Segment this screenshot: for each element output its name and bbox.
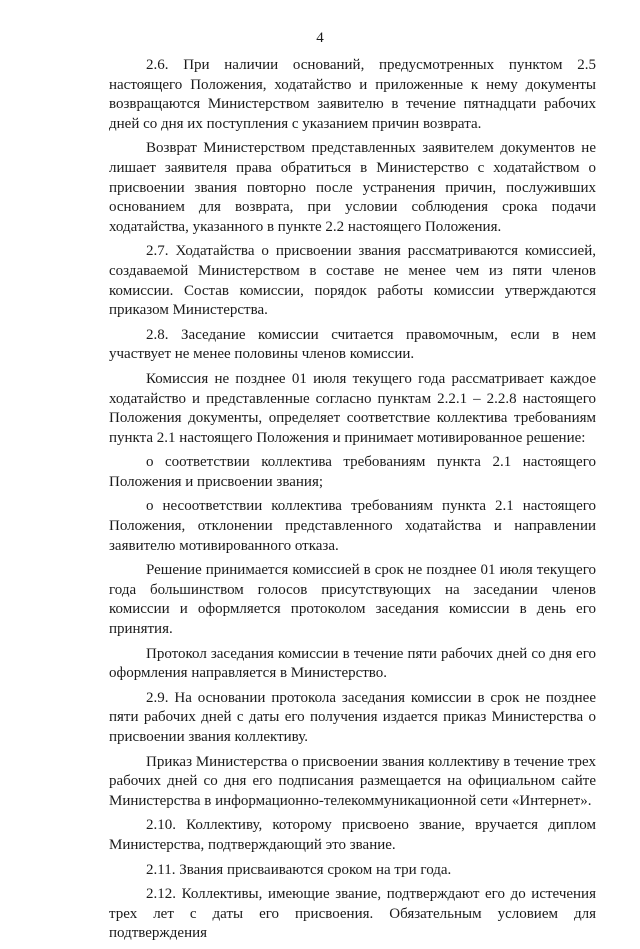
paragraph-decision-noncompliance: о несоответствии коллектива требованиям пункта 2.1 настоящего Положения, отклонении представленного ходатайства и направлении заявителю мотивированного отказа.	[109, 498, 596, 554]
paragraph-decision-compliance: о соответствии коллектива требованиям пункта 2.1 настоящего Положения и присвоении звания;	[109, 454, 596, 490]
paragraph-2-12: 2.12. Коллективы, имеющие звание, подтверждают его до истечения трех лет с даты его присвоения. Обязательным условием для подтверждения	[109, 886, 596, 942]
page-number: 4	[316, 30, 324, 46]
paragraph-decision-deadline: Решение принимается комиссией в срок не позднее 01 июля текущего года большинством голосов присутствующих на заседании членов комиссии и оформляется протоколом заседания комиссии в день его принятия.	[109, 562, 596, 638]
paragraph-2-7: 2.7. Ходатайства о присвоении звания рассматриваются комиссией, создаваемой Министерством в составе не менее чем из пяти членов комиссии. Состав комиссии, порядок работы комиссии утверждаются приказом Министерства.	[109, 243, 596, 319]
paragraph-order-publication: Приказ Министерства о присвоении звания коллективу в течение трех рабочих дней со дня его подписания размещается на официальном сайте Министерства в информационно-телекоммуникационной сети «Интернет».	[109, 753, 596, 809]
paragraph-protocol: Протокол заседания комиссии в течение пяти рабочих дней со дня его оформления направляется в Министерство.	[109, 645, 596, 682]
paragraph-2-6: 2.6. При наличии оснований, предусмотренных пунктом 2.5 настоящего Положения, ходатайство и приложенные к нему документы возвращаются Министерством заявителю в течение пятнадцати рабочих дней со дня их поступления с указанием причин возврата.	[109, 57, 596, 132]
paragraph-return: Возврат Министерством представленных заявителем документов не лишает заявителя права обратиться в Министерство с ходатайством о присвоении звания повторно после устранения причин, послуживших основанием для возврата, при условии соблюдения срока подачи ходатайства, указанного в пункте 2.2 настоящего Положения.	[109, 140, 596, 235]
document-body	[109, 56, 596, 949]
paragraph-commission-review: Комиссия не позднее 01 июля текущего года рассматривает каждое ходатайство и представленные согласно пунктам 2.2.1 – 2.2.8 настоящего Положения документы, определяет соответствие коллектива требованиям пункта 2.1 настоящего Положения и принимает мотивированное решение:	[109, 370, 596, 446]
paragraph-2-8: 2.8. Заседание комиссии считается правомочным, если в нем участвует не менее половины членов комиссии.	[109, 326, 596, 363]
paragraph-2-10: 2.10. Коллективу, которому присвоено звание, вручается диплом Министерства, подтверждающий это звание.	[109, 817, 596, 853]
paragraph-2-9: 2.9. На основании протокола заседания комиссии в срок не позднее пяти рабочих дней с даты его получения издается приказ Министерства о присвоении звания коллективу.	[109, 689, 596, 745]
paragraph-2-11: 2.11. Звания присваиваются сроком на три года.	[146, 861, 452, 878]
